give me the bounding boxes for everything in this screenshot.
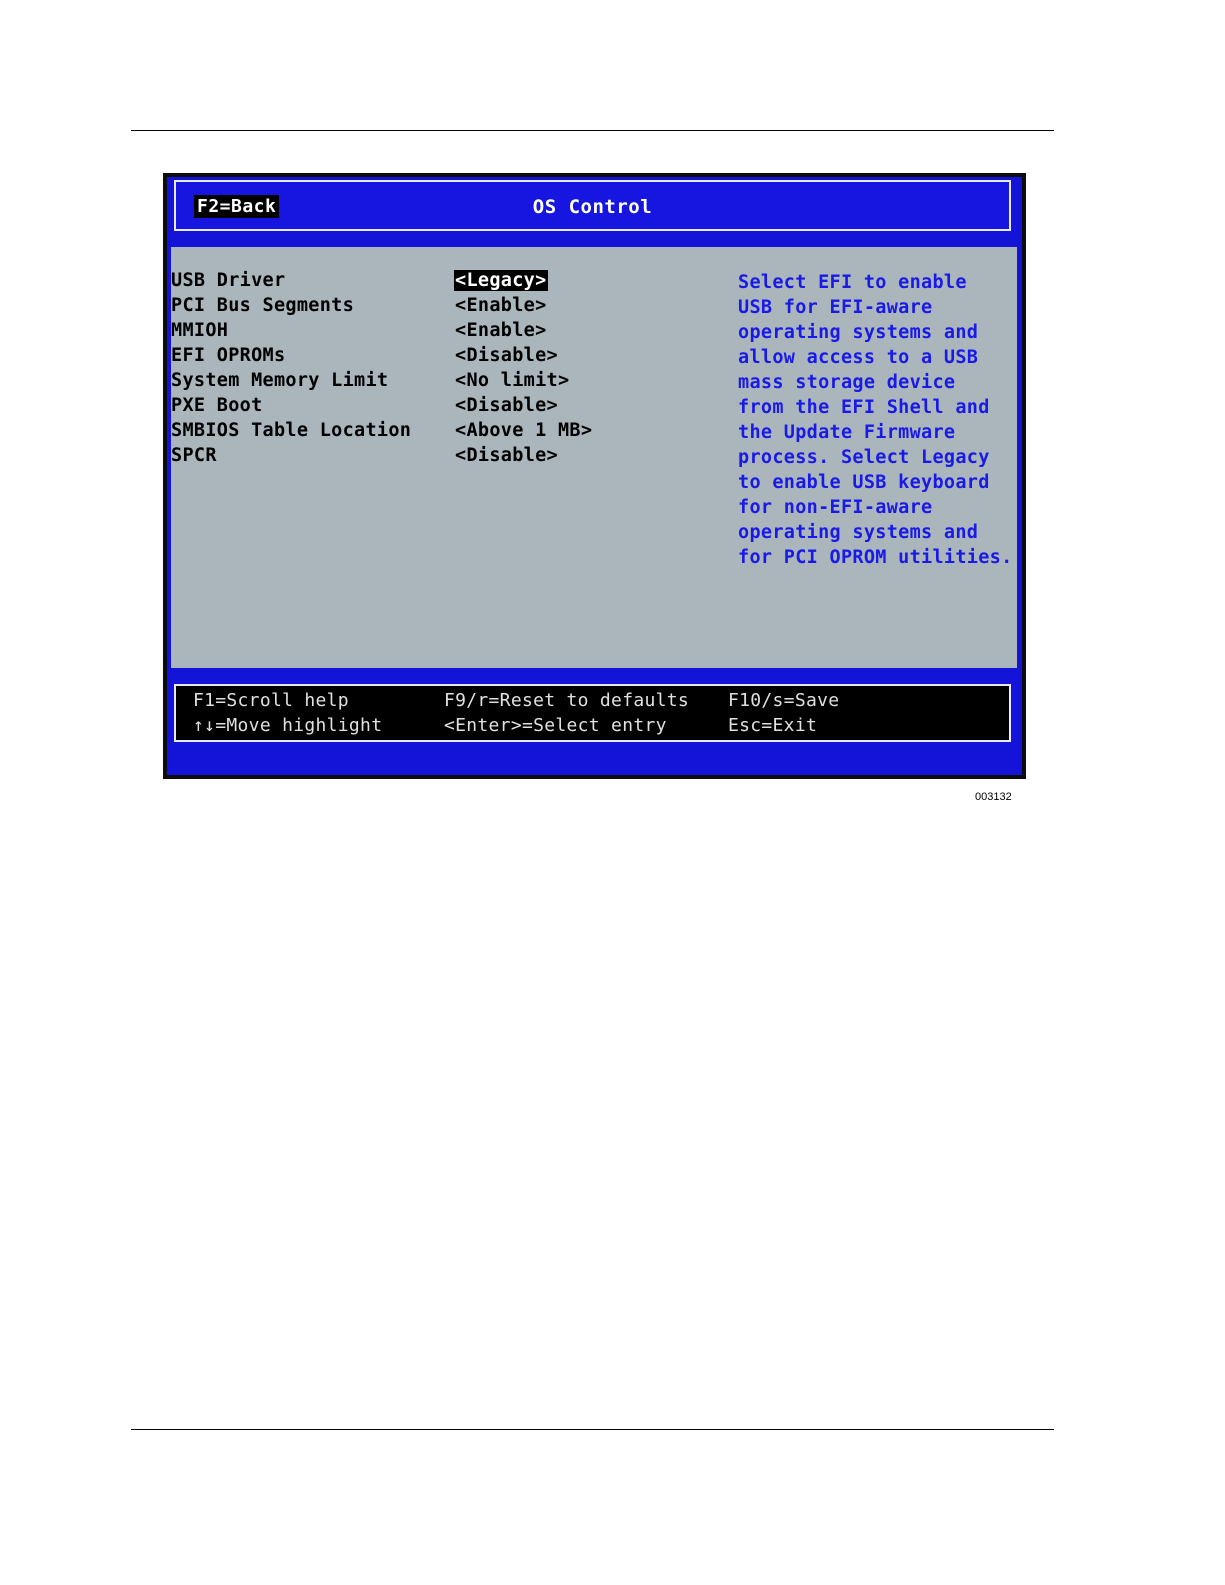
help-line: from the EFI Shell and [738,397,990,418]
setting-row-efi-oproms[interactable] [171,345,731,370]
help-line: allow access to a USB [738,347,979,368]
setting-label: USB Driver [171,270,286,291]
back-key-button[interactable]: F2=Back [194,195,279,218]
setting-label: MMIOH [171,320,229,341]
setting-row-smbios-table-location[interactable] [171,420,731,445]
setting-label: EFI OPROMs [171,345,286,366]
page-title: OS Control [532,196,653,218]
setting-row-spcr[interactable] [171,445,731,470]
help-line: operating systems and [738,322,979,343]
select-entry-key: <Enter>=Select entry [444,715,667,736]
reset-defaults-key: F9/r=Reset to defaults [444,690,690,711]
help-line: to enable USB keyboard [738,472,990,493]
setting-row-pci-bus-segments[interactable] [171,295,731,320]
setting-value[interactable]: <Above 1 MB> [455,420,593,441]
figure-number: 003132 [975,791,1012,803]
setting-label: PXE Boot [171,395,263,416]
help-line: mass storage device [738,372,956,393]
setting-label: SPCR [171,445,217,466]
help-text [738,270,1013,570]
help-line: process. Select Legacy [738,447,990,468]
setting-value[interactable]: <Enable> [455,295,547,316]
scroll-help-key: F1=Scroll help [193,690,349,711]
top-rule [131,130,1054,131]
bottom-rule [131,1429,1054,1430]
setting-value[interactable]: <Enable> [455,320,547,341]
setting-row-system-memory-limit[interactable] [171,370,731,395]
setting-row-mmioh[interactable] [171,320,731,345]
setting-value[interactable]: <Disable> [455,395,558,416]
setting-value-selected[interactable]: <Legacy> [455,270,547,291]
setting-value[interactable]: <Disable> [455,345,558,366]
settings-panel [171,247,1017,668]
setting-row-usb-driver[interactable] [171,270,731,295]
setting-label: System Memory Limit [171,370,389,391]
help-line: the Update Firmware [738,422,956,443]
setting-label: SMBIOS Table Location [171,420,412,441]
help-line: for non-EFI-aware [738,497,933,518]
setting-value[interactable]: <Disable> [455,445,558,466]
help-line: USB for EFI-aware [738,297,933,318]
move-highlight-key: ↑↓=Move highlight [193,715,383,736]
setting-label: PCI Bus Segments [171,295,355,316]
key-legend-bar [174,684,1011,742]
help-line: operating systems and [738,522,979,543]
help-line: Select EFI to enable [738,272,967,293]
bios-screen [163,173,1026,779]
setting-value[interactable]: <No limit> [455,370,570,391]
exit-key: Esc=Exit [728,715,818,736]
setting-row-pxe-boot[interactable] [171,395,731,420]
help-line: for PCI OPROM utilities. [738,547,1013,568]
save-key: F10/s=Save [728,690,840,711]
header-bar [174,180,1011,231]
